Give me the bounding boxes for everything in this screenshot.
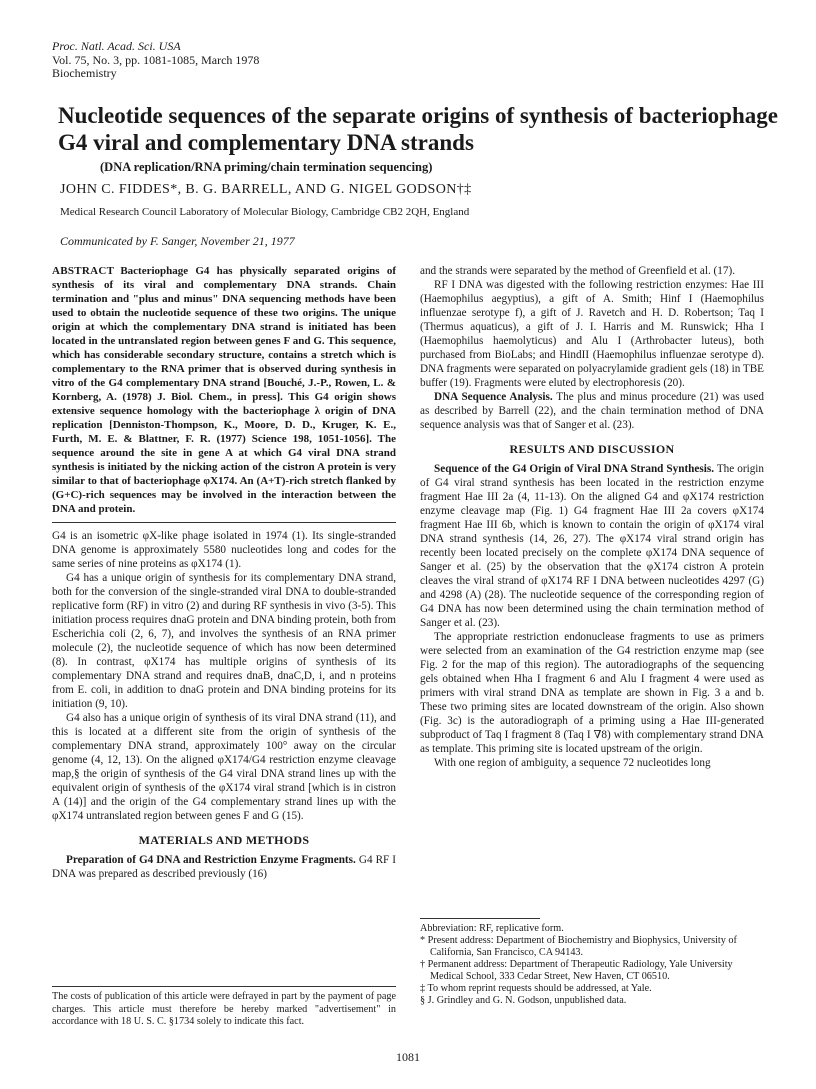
- footnote-divider: [52, 986, 396, 987]
- page-number: 1081: [396, 1050, 420, 1064]
- abstract: [52, 264, 396, 516]
- affiliation: Medical Research Council Laboratory of Molecular Biology, Cambridge CB2 2QH, England: [60, 206, 470, 218]
- dna-analysis-paragraph: [420, 390, 764, 432]
- intro-paragraph: G4 is an isometric φX-like phage isolated in 1974 (1). Its single-stranded DNA genome is approximately 5580 nucleotides long and codes for the same series of nine proteins as φX174 (1).: [52, 530, 396, 570]
- materials-heading: MATERIALS AND METHODS: [138, 833, 310, 847]
- results-heading: RESULTS AND DISCUSSION: [509, 442, 675, 456]
- results-text: The origin of G4 viral strand synthesis has been located in the restriction enzyme fragment Hae III 2a (4, 11-13). On the aligned G4 and φX174 restriction enzyme cleavage map (Fig. 1) G4 fragment Hae III 2a covers φX174 fragment Hae III 6b, which is known to contain the origin of φX174 viral DNA strand synthesis (14, 26, 27). The φX174 viral strand origin has recently been located precisely on the complete φX174 DNA sequence of Sanger et al. (25) by the observation that the φX174 cistron A protein cleaves the viral strand of φX174 RF I DNA between nucleotides 4297 (G) and 4298 (A) (28). The nucleotide sequence of the corresponding region of G4 DNA has now been determined using the chain termination method of Sanger et al. (23).: [420, 463, 764, 629]
- intro-paragraph: G4 also has a unique origin of synthesis of its viral DNA strand (11), and this is located at a different site from the origin of synthesis of the complementary DNA strand, approximately 100° away on the circular genome (4, 12, 13). On the aligned φX174/G4 restriction enzyme cleavage map,§ the origin of synthesis of the G4 viral DNA strand lines up with the equivalent origin of synthesis of the φX174 viral strand [which is in cistron A (14)] and the origin of the G4 complementary strand lines up with the φX174 untranslated region between genes F and G (15).: [52, 712, 396, 822]
- results-paragraph: [420, 462, 764, 630]
- right-column: [420, 264, 764, 770]
- materials-runin: Preparation of G4 DNA and Restriction Enzyme Fragments.: [66, 854, 356, 866]
- communicated-by: Communicated by F. Sanger, November 21, 1977: [60, 234, 295, 248]
- abstract-divider: [52, 522, 396, 523]
- footnote-divider: [420, 918, 540, 919]
- abstract-label: ABSTRACT: [52, 265, 115, 277]
- journal-header: [52, 40, 259, 81]
- footnotes: [420, 918, 764, 1007]
- dna-analysis-runin: DNA Sequence Analysis.: [434, 391, 553, 403]
- footnote: Abbreviation: RF, replicative form.: [420, 923, 564, 934]
- authors: JOHN C. FIDDES*, B. G. BARRELL, AND G. NIGEL GODSON†‡: [60, 182, 472, 197]
- journal-volume: Vol. 75, No. 3, pp. 1081-1085, March 1978: [52, 52, 260, 67]
- methods-paragraph: and the strands were separated by the method of Greenfield et al. (17).: [420, 265, 735, 277]
- materials-paragraph: [52, 853, 396, 881]
- left-column: [52, 264, 396, 881]
- results-runin: Sequence of the G4 Origin of Viral DNA Strand Synthesis.: [434, 463, 714, 475]
- footnote: * Present address: Department of Biochemistry and Biophysics, University of California, San Francisco, CA 94143.: [420, 935, 737, 958]
- dna-analysis-text: The plus and minus procedure (21) was used as described by Barrell (22), and the chain termination method of DNA sequence analysis was that of Sanger et al. (23).: [420, 391, 764, 431]
- intro-paragraph: G4 has a unique origin of synthesis for its complementary DNA strand, both for the conversion of the single-stranded viral DNA to double-stranded replicative form (RF) in vitro (2) and during RF synthesis in vivo (3-5). This initiation process requires dnaG protein and DNA binding protein, both from Escherichia coli (2, 6, 7), and involves the synthesis of an RNA primer molecule (2), the nucleotide sequence of which has now been determined (8). In contrast, φX174 has multiple origins of synthesis of its complementary DNA strand and requires dnaB, dnaC,D, i, and n proteins from E. coli, in addition to dnaG protein and DNA binding proteins for its initiation (9, 10).: [52, 572, 396, 710]
- article-title: Nucleotide sequences of the separate origins of synthesis of bacteriophage G4 viral and complementary DNA strands: [58, 103, 778, 155]
- footnote: ‡ To whom reprint requests should be addressed, at Yale.: [420, 983, 652, 994]
- materials-text: G4 RF I DNA was prepared as described previously (16): [52, 854, 397, 880]
- cost-footnote-block: [52, 986, 396, 1029]
- footnote: † Permanent address: Department of Therapeutic Radiology, Yale University Medical School, 333 Cedar Street, New Haven, CT 06510.: [420, 959, 733, 982]
- journal-section: Biochemistry: [52, 66, 117, 80]
- cost-footnote: The costs of publication of this article were defrayed in part by the payment of page charges. This article must therefore be hereby marked "advertisement" in accordance with 18 U. S. C. §1734 solely to indicate this fact.: [52, 991, 396, 1027]
- journal-name: Proc. Natl. Acad. Sci. USA: [52, 39, 181, 53]
- methods-paragraph: RF I DNA was digested with the following restriction enzymes: Hae III (Haemophilus aegyptius), a gift of A. Smith; Hinf I (Haemophilus influenzae serotype f), a gift of J. Ravetch and H. D. Robertson; Taq I (Thermus aquaticus), a gift of J. I. Harris and M. Runswick; Hha I (Haemophilus haemolyticus) and Alu I (Arthrobacter luteus), both purchased from BioLabs; and HindII (Haemophilus influenzae serotype d). DNA fragments were separated on polyacrylamide gradient gels (18) in TBE buffer (19). Fragments were eluted by electrophoresis (20).: [420, 279, 765, 389]
- keywords: (DNA replication/RNA priming/chain termination sequencing): [100, 160, 433, 174]
- footnote: § J. Grindley and G. N. Godson, unpublished data.: [420, 995, 627, 1006]
- results-paragraph: The appropriate restriction endonuclease fragments to use as primers were selected from an examination of the G4 restriction enzyme map (see Fig. 2 for the map of this region). The autoradiographs of the sequencing gels obtained when Hha I fragment 6 and Alu I fragment 4 were used as primers with viral strand DNA as template are shown in Fig. 3 a and b. These two priming sites are located downstream of the origin. Also shown (Fig. 3c) is the autoradiograph of a priming using a Hae III-generated subproduct of Taq I fragment 8 (Taq I ∇8) with complementary strand DNA as template. This priming site is located upstream of the origin.: [420, 631, 764, 755]
- results-paragraph: With one region of ambiguity, a sequence 72 nucleotides long: [434, 757, 711, 769]
- abstract-text: Bacteriophage G4 has physically separated origins of synthesis of its viral and complementary DNA strands. Chain termination and "plus and minus" DNA sequencing methods have been used to obtain the nucleotide sequence of these two origins. The unique origin at which the complementary DNA strand is initiated has been located in the untranslated region between genes F and G. This sequence, which has considerable secondary structure, contains a stretch which is complementary to the RNA primer that is observed during synthesis in vitro of the G4 complementary DNA strand [Bouché, J.-P., Rowen, L. & Kornberg, A. (1978) J. Biol. Chem., in press]. This G4 origin shows extensive sequence homology with the bacteriophage λ origin of DNA replication [Denniston-Thompson, K., Moore, D. D., Kruger, K. E., Furth, M. E. & Blattner, F. R. (1977) Science 198, 1051-1056]. The sequence around the site in gene A at which G4 viral DNA strand synthesis is initiated by the nicking action of the cistron A protein is very similar to that of bacteriophage φX174. An (A+T)-rich stretch flanked by (G+C)-rich sequences may be involved in the interaction between the DNA and protein.: [52, 265, 396, 515]
